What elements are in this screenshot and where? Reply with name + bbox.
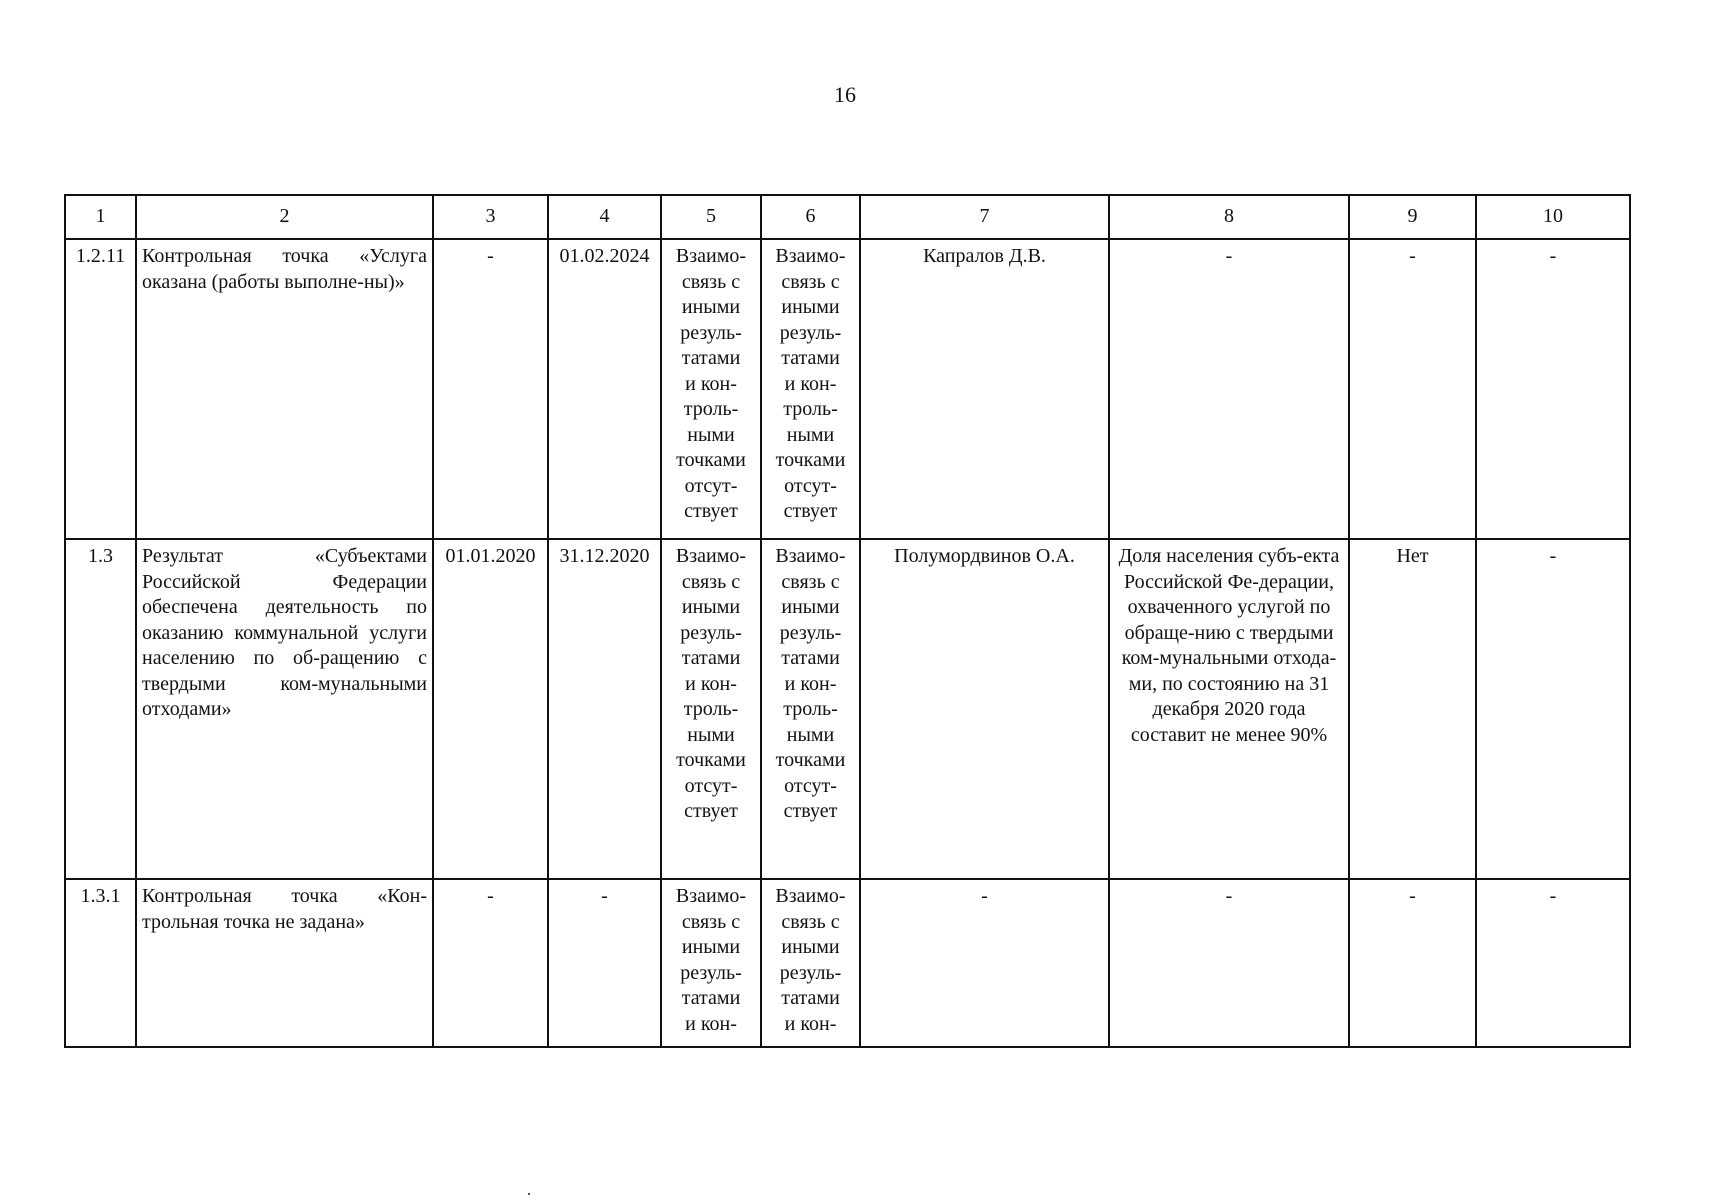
row-start-date: - [433, 239, 548, 539]
row-start-date: - [433, 879, 548, 1047]
row-interaction-6: Взаимо- связь с иными резуль- татами и кон- троль- ными точками отсут- ствует [761, 239, 860, 539]
row-interaction-6: Взаимо- связь с иными резуль- татами и кон- троль- ными точками отсут- ствует [761, 539, 860, 879]
row-interaction-5: Взаимо- связь с иными резуль- татами и кон- троль- ными точками отсут- ствует [661, 239, 761, 539]
header-cell: 1 [65, 195, 136, 239]
row-name: Контрольная точка «Услуга оказана (работы выполне-ны)» [136, 239, 433, 539]
table-row [65, 539, 1630, 879]
row-interaction-5: Взаимо- связь с иными резуль- татами и кон- троль- ными точками отсут- ствует [661, 539, 761, 879]
header-cell: 9 [1349, 195, 1476, 239]
table-row [65, 879, 1630, 1047]
row-col10: - [1476, 879, 1630, 1047]
header-cell: 5 [661, 195, 761, 239]
table-row [65, 239, 1630, 539]
row-col9: Нет [1349, 539, 1476, 879]
header-cell: 4 [548, 195, 661, 239]
row-name: Результат «Субъектами Российской Федерации обеспечена деятельность по оказанию коммунальной услуги населению по об-ращению с твердыми ком-мунальными отходами» [136, 539, 433, 879]
page-number: 16 [834, 82, 856, 107]
header-cell: 7 [860, 195, 1109, 239]
plan-table [64, 194, 1631, 1048]
row-indicator: Доля населения субъ-екта Российской Фе-дерации, охваченного услугой по обраще-нию с твердыми ком-мунальными отхода-ми, по состоянию на 31 декабря 2020 года составит не менее 90% [1109, 539, 1349, 879]
scan-speck [528, 1193, 530, 1195]
row-indicator: - [1109, 239, 1349, 539]
header-cell: 10 [1476, 195, 1630, 239]
row-col9: - [1349, 239, 1476, 539]
row-name: Контрольная точка «Кон-трольная точка не задана» [136, 879, 433, 1047]
row-number: 1.2.11 [65, 239, 136, 539]
table-header-row [65, 195, 1630, 239]
row-responsible: Полумордвинов О.А. [860, 539, 1109, 879]
header-cell: 8 [1109, 195, 1349, 239]
row-number: 1.3.1 [65, 879, 136, 1047]
row-responsible: - [860, 879, 1109, 1047]
row-indicator: - [1109, 879, 1349, 1047]
row-end-date: - [548, 879, 661, 1047]
header-cell: 6 [761, 195, 860, 239]
row-end-date: 01.02.2024 [548, 239, 661, 539]
row-interaction-6: Взаимо- связь с иными резуль- татами и кон- [761, 879, 860, 1047]
row-number: 1.3 [65, 539, 136, 879]
row-start-date: 01.01.2020 [433, 539, 548, 879]
row-col10: - [1476, 239, 1630, 539]
row-col9: - [1349, 879, 1476, 1047]
header-cell: 2 [136, 195, 433, 239]
row-responsible: Капралов Д.В. [860, 239, 1109, 539]
row-end-date: 31.12.2020 [548, 539, 661, 879]
row-interaction-5: Взаимо- связь с иными резуль- татами и кон- [661, 879, 761, 1047]
row-col10: - [1476, 539, 1630, 879]
header-cell: 3 [433, 195, 548, 239]
